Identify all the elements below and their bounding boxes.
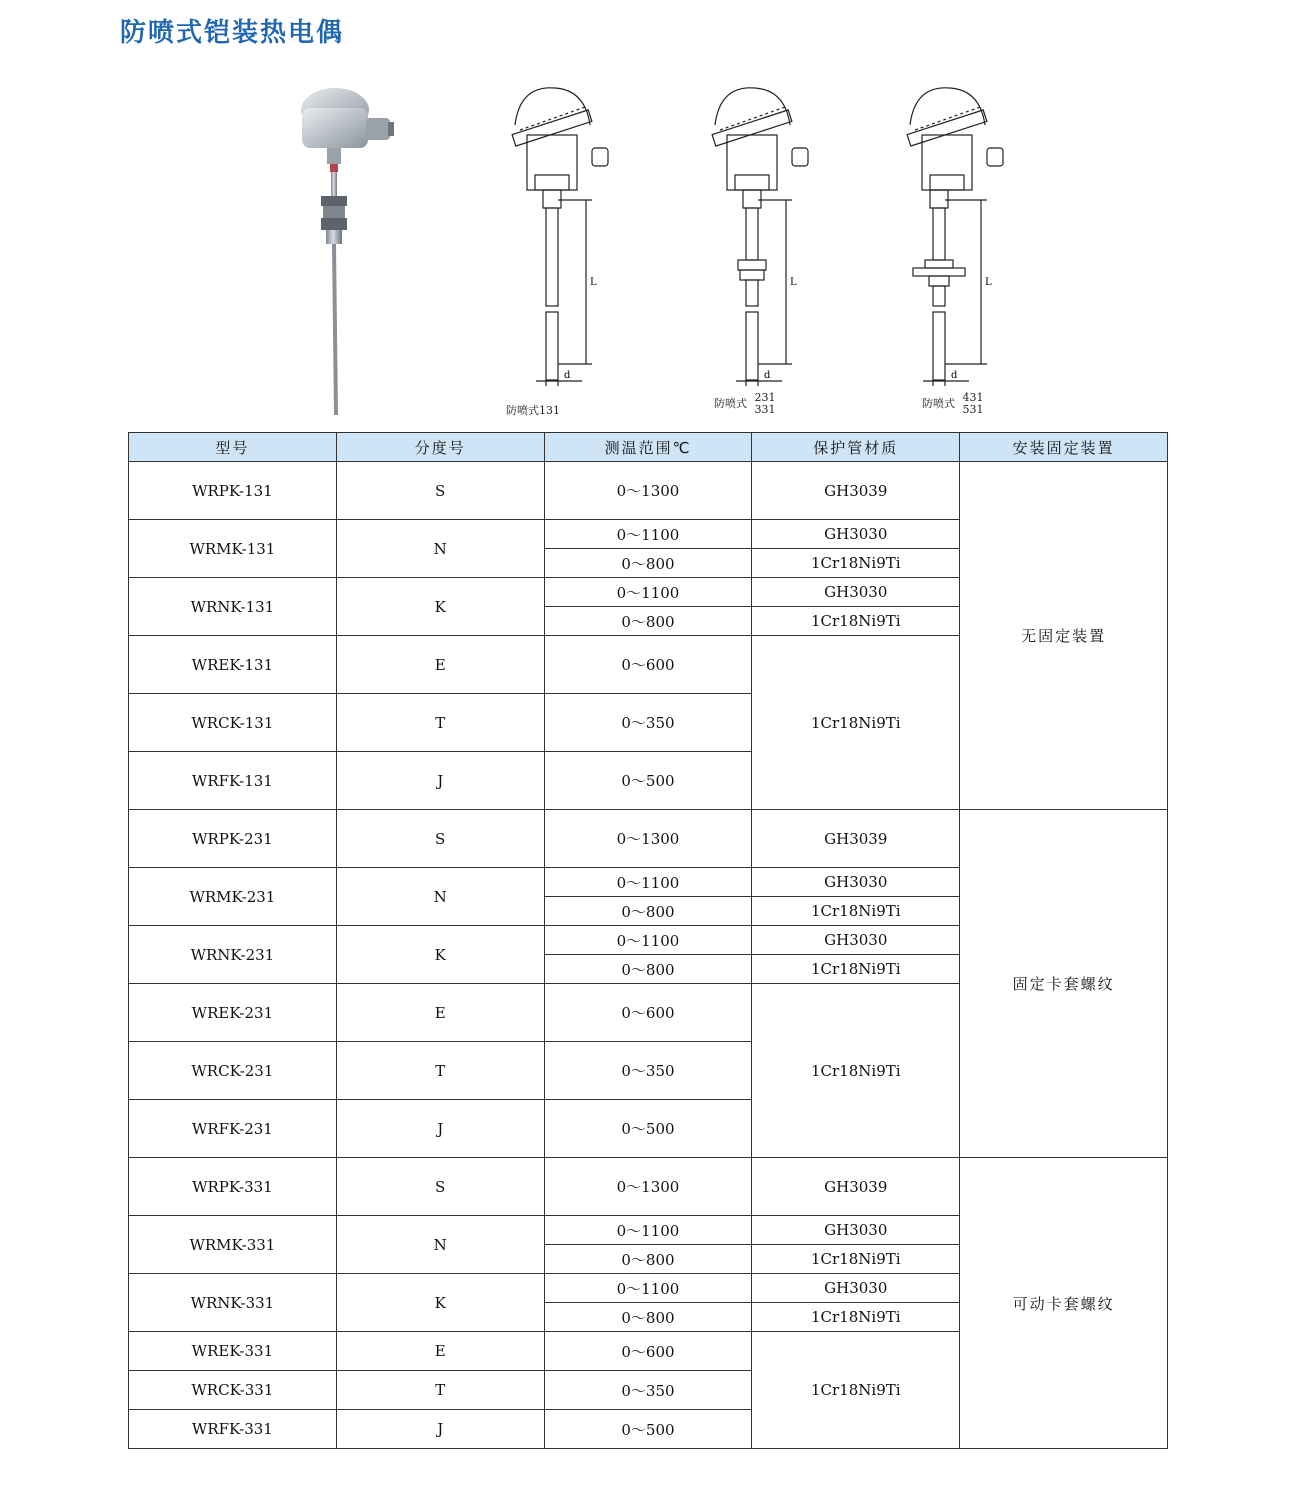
caption-code: 331 xyxy=(754,403,776,416)
diameter-label: d xyxy=(764,370,771,381)
graduation-cell: S xyxy=(336,810,544,868)
drawing-type-131 xyxy=(500,80,620,390)
col-install-header: 安装固定装置 xyxy=(960,433,1168,462)
range-cell: 0～500 xyxy=(544,1410,752,1449)
graduation-cell: J xyxy=(336,752,544,810)
range-cell: 0～1100 xyxy=(544,1216,752,1245)
material-cell: 1Cr18Ni9Ti xyxy=(752,984,960,1158)
material-cell: GH3039 xyxy=(752,462,960,520)
graduation-cell: K xyxy=(336,578,544,636)
graduation-cell: E xyxy=(336,636,544,694)
model-cell: WRNK-231 xyxy=(129,926,337,984)
range-cell: 0～1100 xyxy=(544,1274,752,1303)
material-cell: GH3030 xyxy=(752,520,960,549)
model-cell: WRFK-331 xyxy=(129,1410,337,1449)
range-cell: 0～1100 xyxy=(544,868,752,897)
range-cell: 0～800 xyxy=(544,607,752,636)
model-cell: WRPK-331 xyxy=(129,1158,337,1216)
model-cell: WRFK-231 xyxy=(129,1100,337,1158)
graduation-cell: S xyxy=(336,462,544,520)
graduation-cell: N xyxy=(336,1216,544,1274)
model-cell: WRPK-231 xyxy=(129,810,337,868)
caption-231-331 xyxy=(714,392,776,416)
model-cell: WRNK-131 xyxy=(129,578,337,636)
range-cell: 0～800 xyxy=(544,1303,752,1332)
material-cell: GH3030 xyxy=(752,578,960,607)
range-cell: 0～800 xyxy=(544,1245,752,1274)
figures-area xyxy=(0,80,1296,425)
col-range-header: 测温范围℃ xyxy=(544,433,752,462)
thermocouple-photo xyxy=(290,80,400,420)
col-model-header: 型号 xyxy=(129,433,337,462)
material-cell: GH3030 xyxy=(752,926,960,955)
model-cell: WRMK-231 xyxy=(129,868,337,926)
drawing-type-431-531 xyxy=(895,80,1015,390)
range-cell: 0～1300 xyxy=(544,462,752,520)
install-cell: 固定卡套螺纹 xyxy=(960,810,1168,1158)
material-cell: 1Cr18Ni9Ti xyxy=(752,1245,960,1274)
diameter-label: d xyxy=(951,370,958,381)
model-cell: WRCK-231 xyxy=(129,1042,337,1100)
range-cell: 0～600 xyxy=(544,636,752,694)
graduation-cell: N xyxy=(336,520,544,578)
graduation-cell: S xyxy=(336,1158,544,1216)
drawing-type-231-331 xyxy=(700,80,820,390)
table-row xyxy=(129,1158,1168,1216)
graduation-cell: E xyxy=(336,1332,544,1371)
material-cell: GH3030 xyxy=(752,1274,960,1303)
model-cell: WREK-231 xyxy=(129,984,337,1042)
model-cell: WREK-331 xyxy=(129,1332,337,1371)
graduation-cell: J xyxy=(336,1100,544,1158)
range-cell: 0～800 xyxy=(544,897,752,926)
install-cell: 无固定装置 xyxy=(960,462,1168,810)
length-label: L xyxy=(790,277,797,288)
diameter-label: d xyxy=(564,370,571,381)
caption-prefix: 防喷式 xyxy=(714,397,747,410)
model-cell: WRCK-131 xyxy=(129,694,337,752)
material-cell: 1Cr18Ni9Ti xyxy=(752,897,960,926)
material-cell: GH3030 xyxy=(752,868,960,897)
material-cell: 1Cr18Ni9Ti xyxy=(752,955,960,984)
caption-131: 防喷式131 xyxy=(506,404,560,417)
range-cell: 0～600 xyxy=(544,1332,752,1371)
material-cell: 1Cr18Ni9Ti xyxy=(752,549,960,578)
range-cell: 0～350 xyxy=(544,1371,752,1410)
col-graduation-header: 分度号 xyxy=(336,433,544,462)
range-cell: 0～1100 xyxy=(544,520,752,549)
graduation-cell: K xyxy=(336,926,544,984)
graduation-cell: E xyxy=(336,984,544,1042)
model-cell: WRFK-131 xyxy=(129,752,337,810)
graduation-cell: T xyxy=(336,694,544,752)
material-cell: GH3030 xyxy=(752,1216,960,1245)
range-cell: 0～350 xyxy=(544,1042,752,1100)
material-cell: GH3039 xyxy=(752,810,960,868)
range-cell: 0～1100 xyxy=(544,578,752,607)
header-row xyxy=(129,433,1168,462)
page-title: 防喷式铠装热电偶 xyxy=(120,18,345,48)
range-cell: 0～600 xyxy=(544,984,752,1042)
caption-code: 431 xyxy=(962,391,984,404)
material-cell: 1Cr18Ni9Ti xyxy=(752,636,960,810)
graduation-cell: T xyxy=(336,1371,544,1410)
material-cell: 1Cr18Ni9Ti xyxy=(752,1332,960,1449)
caption-431-531 xyxy=(922,392,984,416)
graduation-cell: N xyxy=(336,868,544,926)
spec-body xyxy=(129,462,1168,1449)
model-cell: WRPK-131 xyxy=(129,462,337,520)
caption-code: 231 xyxy=(754,391,776,404)
range-cell: 0～800 xyxy=(544,549,752,578)
model-cell: WRMK-131 xyxy=(129,520,337,578)
caption-prefix: 防喷式 xyxy=(922,397,955,410)
model-cell: WRNK-331 xyxy=(129,1274,337,1332)
range-cell: 0～800 xyxy=(544,955,752,984)
graduation-cell: T xyxy=(336,1042,544,1100)
material-cell: GH3039 xyxy=(752,1158,960,1216)
length-label: L xyxy=(985,277,992,288)
material-cell: 1Cr18Ni9Ti xyxy=(752,607,960,636)
table-row xyxy=(129,462,1168,520)
model-cell: WRCK-331 xyxy=(129,1371,337,1410)
model-cell: WRMK-331 xyxy=(129,1216,337,1274)
col-material-header: 保护管材质 xyxy=(752,433,960,462)
length-label: L xyxy=(590,277,597,288)
table-row xyxy=(129,810,1168,868)
graduation-cell: J xyxy=(336,1410,544,1449)
graduation-cell: K xyxy=(336,1274,544,1332)
range-cell: 0～500 xyxy=(544,752,752,810)
spec-table xyxy=(128,432,1168,1449)
material-cell: 1Cr18Ni9Ti xyxy=(752,1303,960,1332)
range-cell: 0～1300 xyxy=(544,810,752,868)
install-cell: 可动卡套螺纹 xyxy=(960,1158,1168,1449)
model-cell: WREK-131 xyxy=(129,636,337,694)
range-cell: 0～350 xyxy=(544,694,752,752)
range-cell: 0～500 xyxy=(544,1100,752,1158)
caption-code: 531 xyxy=(962,403,984,416)
range-cell: 0～1300 xyxy=(544,1158,752,1216)
range-cell: 0～1100 xyxy=(544,926,752,955)
